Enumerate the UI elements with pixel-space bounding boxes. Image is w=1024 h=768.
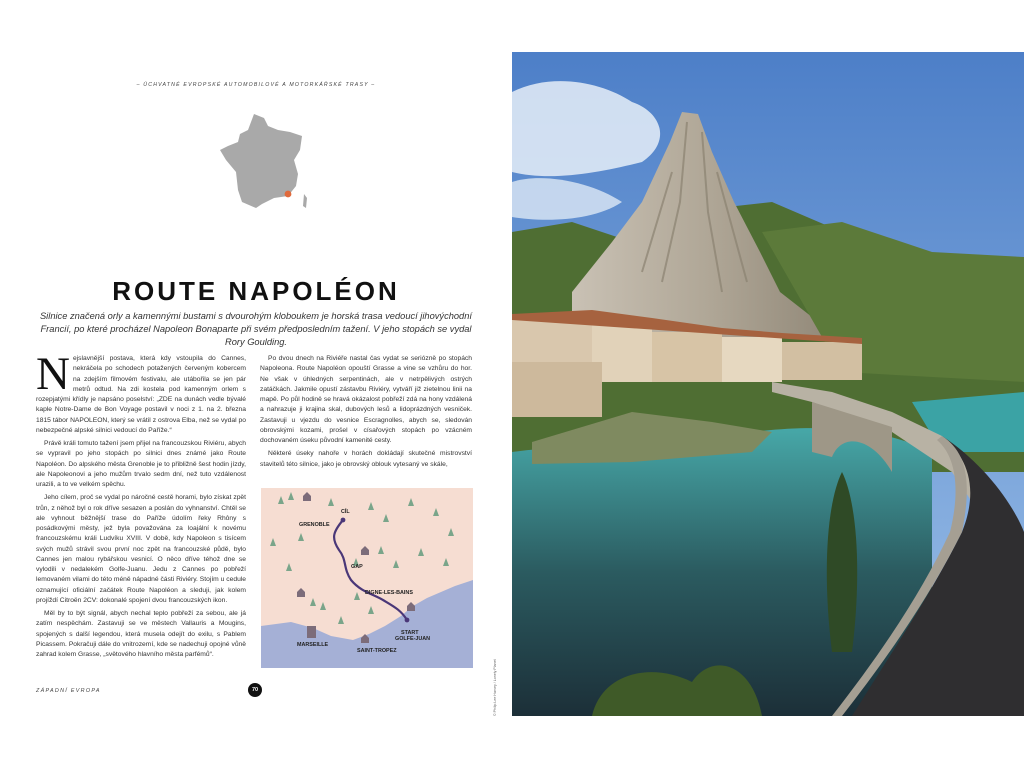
map-label-marseille: MARSEILLE [297, 642, 329, 648]
body-paragraph: Po dvou dnech na Riviéře nastal čas vydat se seriózně po stopách Napoleona. Route Napoléon opouští Grasse a vine se vzhůru do hor. Ne však v úhledných serpentinách, ale v netrpělivých ostrých zatáčkách. Jakmile opustí zástavbu Riviéry, vytváří již zietelnou linii na mapě. Po půl hodině se hravá okázalost pobřeží zdá na hony vzdálená a nahrazuje ji krajina skal, dubových lesů a lidoprázdných vesniček. Zastavuji u vjezdu do vesnice Escragnolles, abych se, sledován obrovskými kozami, prošel v císařových stopách po vzácném dochovaném úseku původní kamenité cesty. [260, 355, 472, 444]
building [722, 337, 782, 382]
article-subtitle: Silnice značená orly a kamennými bustami s dvourohým kloboukem je horská trasa vedoucí jihovýchodní Francií, po které procházel Napoleon Bonaparte při svém předposledním tažení. V jeho stopách se vydal Rory Goulding. [39, 311, 472, 347]
text-column-1 [36, 348, 246, 663]
france-map [218, 112, 308, 212]
body-paragraph: Jeho cílem, proč se vydal po náročné cestě horami, bylo získat zpět trůn, z něhož byl o rok dříve sesazen a poslán do vyhnanství. Chtěl se ale vyhnout běžnější trase do Paříže údolím řeky Rhôny s posádkovými městy, jež byla považována za loajální k novému francouzskému králi Ludvíku XVIII. V době, kdy Napoleon s tisícem svých mužů strávil svou první noc zpět na francouzské půdě, bylo Cannes jen malou rybářskou vesnicí. O něco dříve téhož dne se vylodili v nedalekém Golfe-Juanu. Jedu z Cannes po pobřeží lemovaném vilami do této méně nápadné části Riviéry. Stojím u cedule oznamující oficiální začátek Route Napoléon a sleduji, jak kolem projíždí Citroën 2CV: dokonalé spojení dvou francouzských ikon. [36, 494, 246, 604]
map-label-gap: GAP [351, 564, 363, 570]
map-label-start: START [401, 630, 419, 636]
text-column-2 [260, 354, 472, 473]
map-label-grenoble: GRENOBLE [299, 522, 330, 528]
building [782, 342, 862, 380]
body-paragraph: Měl by to být signál, abych nechal teplo pobřeží za sebou, ale já zatím nespěchám. Zastavuji se ve městech Vallauris a Mougins, spojených s další legendou, která musela odejít do exilu, s Pablem Picassem. Pokračuji dále do vnitrozemí, kde se nadechuji opojné vůně zahrad kolem Grasse, „světového hlavního města parfémů“. [36, 610, 246, 658]
marseille-building-icon [307, 626, 316, 638]
building [512, 362, 602, 417]
map-label-golfe: GOLFE-JUAN [395, 636, 431, 642]
body-paragraph [36, 348, 246, 436]
section-label: ZÁPADNÍ EVROPA [36, 688, 101, 694]
region-marker [285, 191, 292, 198]
body-paragraph: Některé úseky nahoře v horách dokládají skutečné mistrovství stavitelů této silnice, jako je obrovský oblouk vytesaný ve skále, [260, 450, 472, 468]
body-paragraph: Právě králi tomuto tažení jsem přijel na francouzskou Riviéru, abych se vypravil po jeho stopách po silnici dnes známé jako Route Napoléon. Do alpského města Grenoble je to přibližně šest hodin jízdy, ale Napoleonovi a jeho mužům trvalo sedm dní, než tuto vzdálenost urazili, a to ve velkém spěchu. [36, 440, 246, 488]
corsica-shape [303, 194, 307, 208]
article-title: ROUTE NAPOLÉON [112, 276, 400, 306]
landscape-photo [512, 52, 1024, 716]
map-label-digne: DIGNE-LES-BAINS [365, 590, 413, 596]
route-map [261, 488, 473, 668]
building [652, 332, 722, 382]
map-label-cil: CÍL [341, 509, 350, 515]
left-page [0, 0, 510, 768]
page-number: 70 [248, 683, 262, 697]
paragraph-text: ejslavnější postava, která kdy vstoupila do Cannes, nekráčela po schodech potažených červeným kobercem na zdejším filmovém festivalu, ale utábořila se jen pár metrů odtud. Na zdi kostela pod kamenným orlem s rozepjatými křídly je napsáno poselství: „ZDE na dunách vedle bývalé kaple Notre-Dame de Bon Voyage postavil v noci z 1. na 2. března 1815 tábor NAPOLEON, který se vrátil z ostrova Elba, než se vydal po nebezpečné alpské silnici vedoucí do Paříže.“ [36, 355, 246, 434]
map-label-tropez: SAINT-TROPEZ [357, 648, 397, 654]
drop-cap: N [36, 348, 70, 400]
finish-marker [341, 518, 346, 523]
start-marker [405, 618, 410, 623]
running-head: – ÚCHVATNÉ EVROPSKÉ AUTOMOBILOVÉ A MOTORKÁŘSKÉ TRASY – [136, 82, 376, 88]
photo-credit: © Philip Lee Harvey / Lonely Planet [493, 659, 497, 716]
